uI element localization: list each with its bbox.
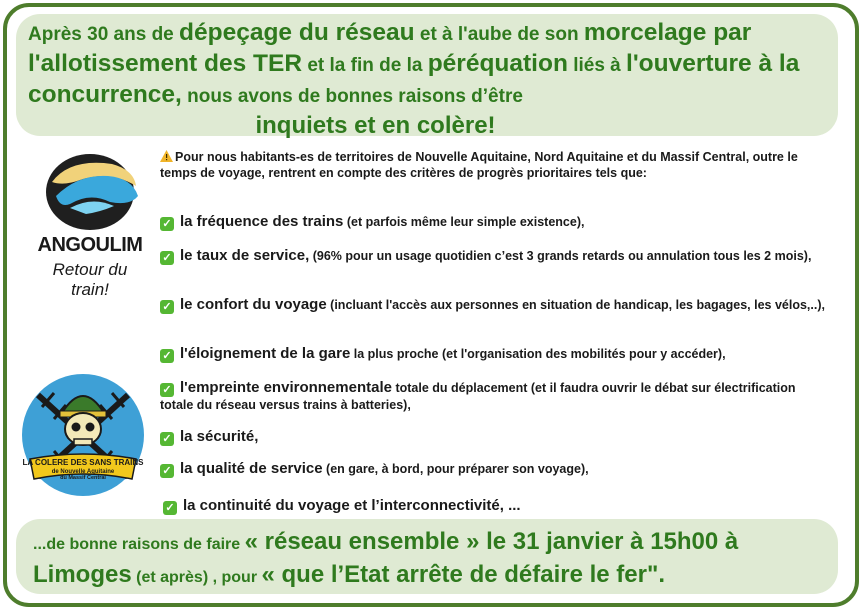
item-label: le taux de service, bbox=[180, 247, 310, 264]
checkmark-icon: ✓ bbox=[160, 217, 174, 231]
checkmark-icon: ✓ bbox=[160, 349, 174, 363]
intro-text: Pour nous habitants-es de territoires de Nouvelle Aquitaine, Nord Aquitaine et du Massif Central, outre le temps de voyage, rentrent en compte des critères de progrès prioritaires tels que: bbox=[160, 150, 798, 180]
list-item bbox=[160, 214, 832, 231]
item-detail: la plus proche (et l'organisation des mobilités pour y accéder), bbox=[350, 347, 726, 361]
list-item bbox=[160, 297, 832, 314]
footer-text bbox=[33, 527, 833, 593]
angoulim-emblem-icon bbox=[30, 152, 150, 234]
item-label: la qualité de service bbox=[180, 460, 323, 477]
angoulim-tagline bbox=[30, 260, 150, 300]
item-detail: (et parfois même leur simple existence), bbox=[343, 215, 585, 229]
header-emphasis: l'ouverture à la concurrence, bbox=[28, 50, 800, 108]
item-detail: (incluant l'accès aux personnes en situation de handicap, les bagages, les vélos,..), bbox=[326, 298, 825, 312]
skull-crossed-tracks-icon bbox=[20, 373, 146, 498]
tagline-line: Retour du bbox=[52, 260, 128, 279]
header-part: nous avons de bonnes raisons d’être bbox=[181, 86, 523, 107]
item-detail: totale du déplacement (et il faudra ouvrir le débat sur électrification totale du réseau versus trains à batteries), bbox=[160, 381, 796, 412]
colere-logo-title: LA COLERE DES SANS TRAINS bbox=[22, 458, 144, 467]
header-emphasis: péréquation bbox=[427, 50, 568, 77]
tagline-line: train! bbox=[71, 280, 109, 299]
list-item bbox=[160, 248, 832, 265]
warning-icon bbox=[160, 150, 173, 162]
header-part: Après 30 ans de bbox=[28, 24, 180, 45]
checkmark-icon: ✓ bbox=[160, 383, 174, 397]
list-item bbox=[160, 461, 832, 478]
header-part: et à l'aube de son bbox=[414, 24, 584, 45]
item-label: la sécurité, bbox=[180, 428, 259, 445]
checkmark-icon: ✓ bbox=[160, 432, 174, 446]
checkmark-icon: ✓ bbox=[163, 501, 177, 515]
header-emphasis: dépeçage du réseau bbox=[179, 19, 415, 46]
header-conclusion: inquiets et en colère! bbox=[255, 112, 496, 139]
header-text bbox=[28, 18, 833, 140]
footer-emphasis: « que l’Etat arrête de défaire le fer". bbox=[261, 561, 666, 588]
item-label: le confort du voyage bbox=[180, 296, 327, 313]
header-part: et la fin de la bbox=[302, 55, 428, 76]
footer-emphasis: « réseau ensemble » le 31 janvier à 15h00 à Limoges bbox=[33, 528, 739, 588]
list-item bbox=[163, 498, 835, 515]
item-label: la continuité du voyage et l’interconnectivité, ... bbox=[183, 497, 521, 514]
angoulim-name: ANGOULIM bbox=[37, 234, 143, 256]
header-emphasis: morcelage par l'allotissement des TER bbox=[28, 19, 752, 77]
item-label: l'éloignement de la gare bbox=[180, 345, 351, 362]
item-detail: (en gare, à bord, pour préparer son voyage), bbox=[322, 462, 589, 476]
colere-logo-sub: de Nouvelle Aquitaine bbox=[51, 469, 115, 475]
footer-part: ...de bonne raisons de faire bbox=[33, 536, 245, 553]
item-label: l'empreinte environnementale bbox=[180, 379, 392, 396]
angoulim-logo bbox=[30, 152, 150, 312]
item-label: la fréquence des trains bbox=[180, 213, 344, 230]
colere-logo bbox=[20, 373, 146, 498]
header-part: liés à bbox=[567, 55, 627, 76]
list-item bbox=[160, 429, 832, 446]
checkmark-icon: ✓ bbox=[160, 300, 174, 314]
list-item bbox=[160, 380, 832, 413]
checkmark-icon: ✓ bbox=[160, 251, 174, 265]
footer-part: (et après) , pour bbox=[131, 569, 262, 586]
checkmark-icon: ✓ bbox=[160, 464, 174, 478]
intro-paragraph bbox=[160, 150, 830, 181]
colere-logo-sub2: du Massif Central bbox=[60, 475, 106, 481]
item-detail: (96% pour un usage quotidien c’est 3 grands retards ou annulation tous les 2 mois), bbox=[309, 249, 812, 263]
list-item bbox=[160, 346, 832, 363]
